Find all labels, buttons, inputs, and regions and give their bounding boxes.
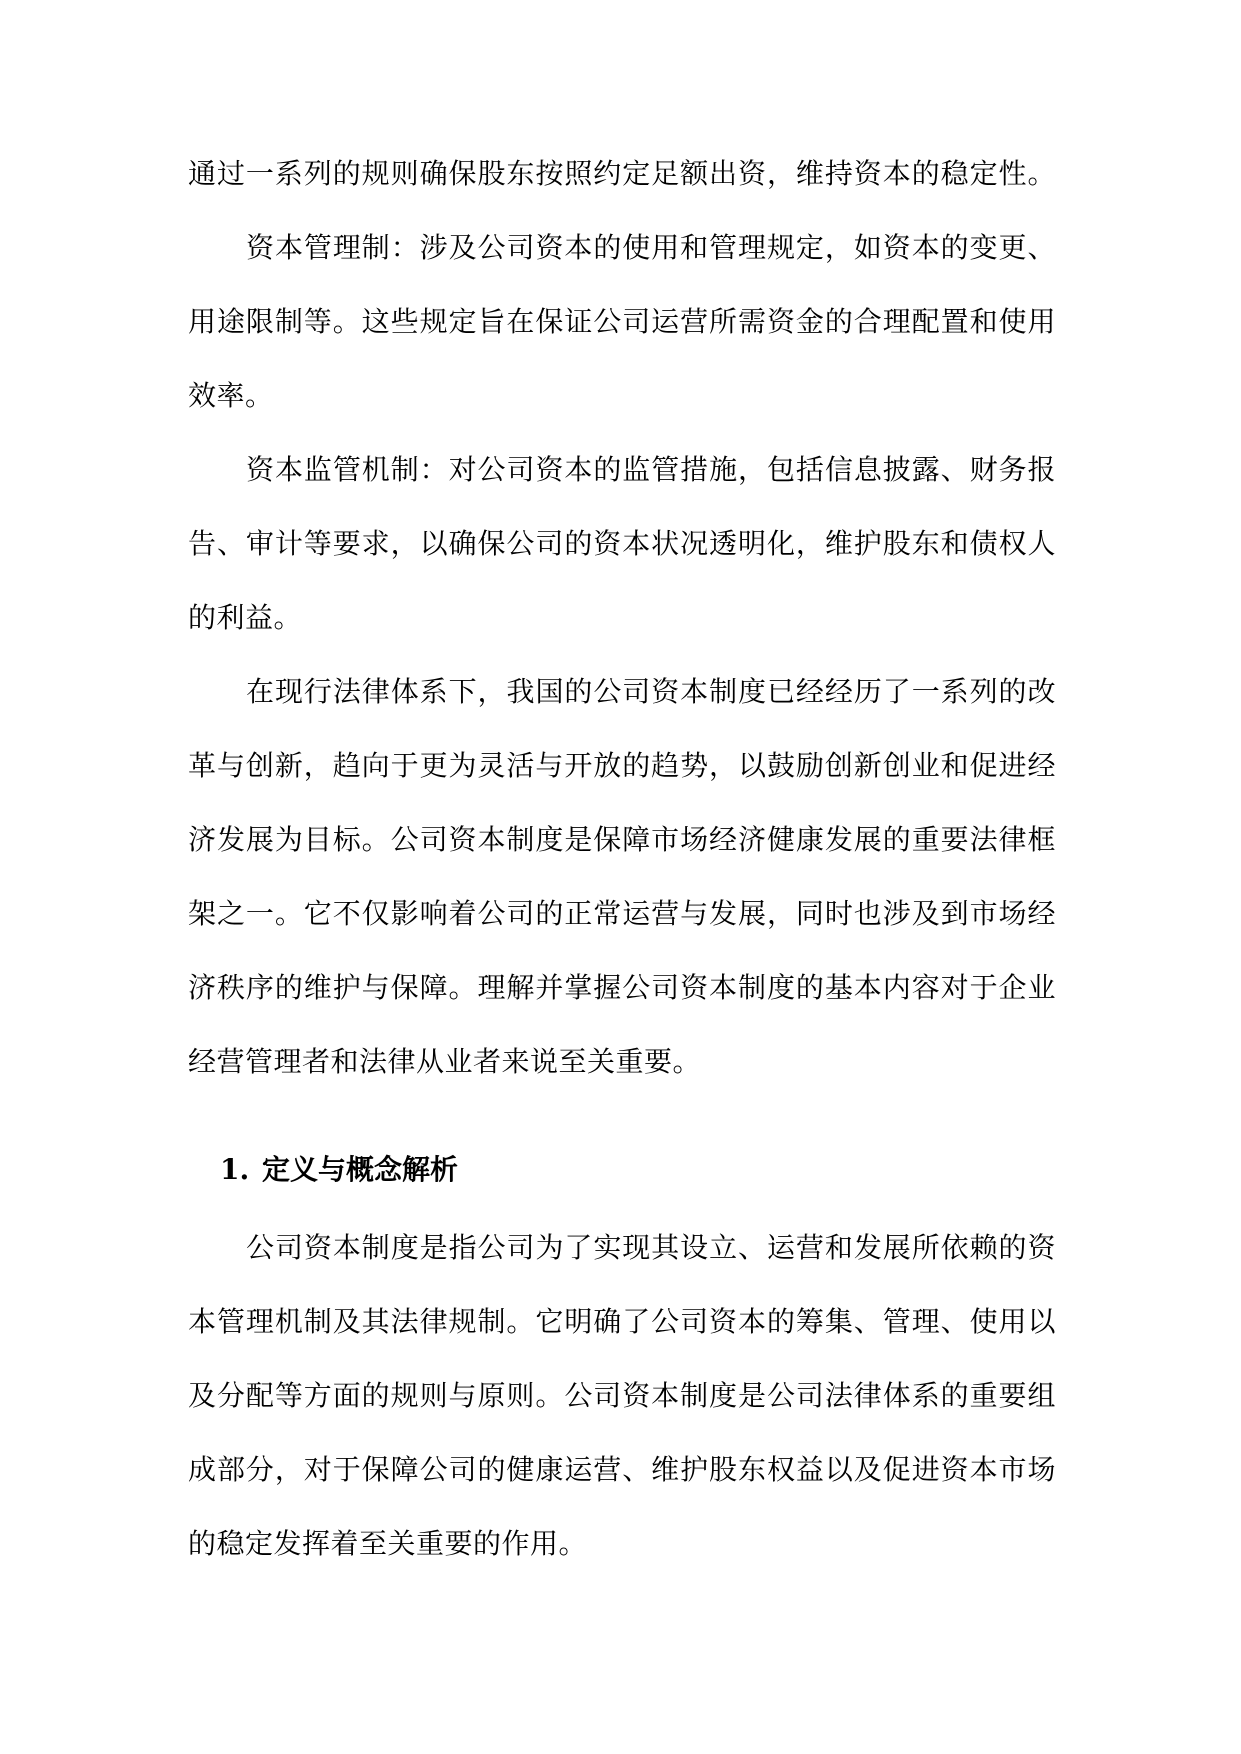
- text-line: 通过一系列的规则确保股东按照约定足额出资，维持资本的稳定性。: [188, 157, 1056, 190]
- text-line: 的利益。: [188, 601, 303, 634]
- section-heading: [188, 1133, 1056, 1207]
- text-line: 成部分，对于保障公司的健康运营、维护股东权益以及促进资本市场: [188, 1453, 1056, 1486]
- text-line: 在现行法律体系下，我国的公司资本制度已经经历了一系列的改: [246, 675, 1056, 708]
- text-line: 济发展为目标。公司资本制度是保障市场经济健康发展的重要法律框: [188, 823, 1056, 856]
- text-line: 公司资本制度是指公司为了实现其设立、运营和发展所依赖的资: [246, 1231, 1056, 1264]
- paragraph: [188, 433, 1056, 655]
- text-line: 革与创新，趋向于更为灵活与开放的趋势，以鼓励创新创业和促进经: [188, 749, 1056, 782]
- paragraph: [188, 211, 1056, 433]
- section-title: 定义与概念解析: [262, 1153, 459, 1186]
- text-line: 经营管理者和法律从业者来说至关重要。: [188, 1045, 702, 1078]
- text-line: 资本管理制：涉及公司资本的使用和管理规定，如资本的变更、: [246, 231, 1056, 264]
- paragraph: [188, 655, 1056, 1099]
- text-line: 的稳定发挥着至关重要的作用。: [188, 1527, 588, 1560]
- paragraph: [188, 1211, 1056, 1581]
- text-line: 架之一。它不仅影响着公司的正常运营与发展，同时也涉及到市场经: [188, 897, 1056, 930]
- document-body: [188, 137, 1056, 1581]
- text-line: 效率。: [188, 379, 274, 412]
- text-line: 本管理机制及其法律规制。它明确了公司资本的筹集、管理、使用以: [188, 1305, 1056, 1338]
- text-line: 资本监管机制：对公司资本的监管措施，包括信息披露、财务报: [246, 453, 1056, 486]
- text-line: 告、审计等要求，以确保公司的资本状况透明化，维护股东和债权人: [188, 527, 1056, 560]
- text-line: 济秩序的维护与保障。理解并掌握公司资本制度的基本内容对于企业: [188, 971, 1056, 1004]
- text-line: 及分配等方面的规则与原则。公司资本制度是公司法律体系的重要组: [188, 1379, 1056, 1412]
- text-line: 用途限制等。这些规定旨在保证公司运营所需资金的合理配置和使用: [188, 305, 1056, 338]
- paragraph: [188, 137, 1056, 211]
- section-number: 1.: [220, 1153, 250, 1186]
